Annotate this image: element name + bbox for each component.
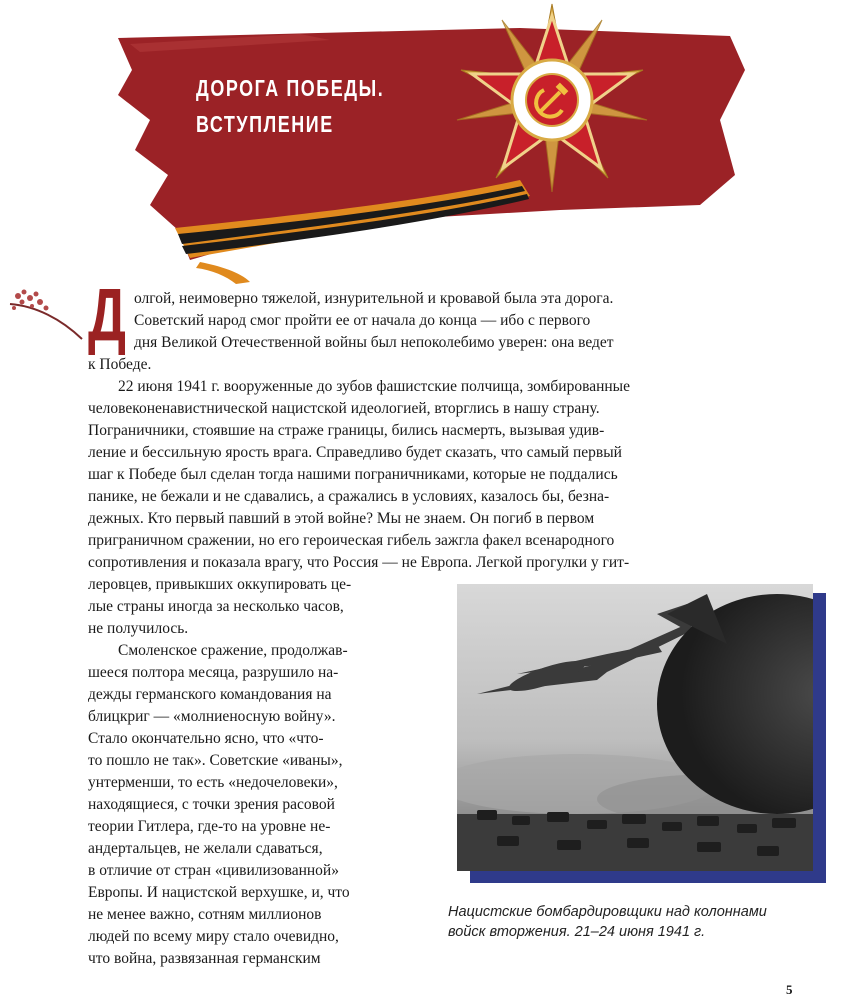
text-line: дня Великой Отечественной войны был непоколебимо уверен: она ведет bbox=[134, 334, 614, 351]
text-line: к Победе. bbox=[88, 356, 152, 373]
text-line: приграничном сражении, но его героическая гибель зажгла факел всенародного bbox=[88, 532, 615, 549]
text-line: не получилось. bbox=[88, 620, 189, 637]
text-line: теории Гитлера, где-то на уровне не- bbox=[88, 818, 331, 835]
drop-cap: Д bbox=[88, 273, 126, 356]
text-line: Стало окончательно ясно, что «что- bbox=[88, 730, 324, 747]
text-line: Смоленское сражение, продолжав- bbox=[118, 642, 348, 659]
text-line: человеконенавистнической нацистской идеологией, вторглись в нашу страну. bbox=[88, 400, 600, 417]
war-photo bbox=[457, 584, 813, 871]
twig-ornament-icon bbox=[6, 284, 86, 344]
text-line: шееся полтора месяца, разрушило на- bbox=[88, 664, 339, 681]
caption-line-2: войск вторжения. 21–24 июня 1941 г. bbox=[448, 924, 706, 940]
text-line: панике, не бежали и не сдавались, а сражались в условиях, казалось бы, безна- bbox=[88, 488, 610, 505]
bomber-photo-illustration bbox=[457, 584, 813, 871]
text-line: что война, развязанная германским bbox=[88, 950, 321, 967]
text-line: не менее важно, сотням миллионов bbox=[88, 906, 322, 923]
text-line: находящиеся, с точки зрения расовой bbox=[88, 796, 335, 813]
text-line: 22 июня 1941 г. вооруженные до зубов фашистские полчища, зомбированные bbox=[118, 378, 630, 395]
text-line: Пограничники, стоявшие на страже границы, бились насмерть, вызывая удив- bbox=[88, 422, 605, 439]
text-line: в отличие от стран «цивилизованной» bbox=[88, 862, 339, 879]
photo-caption bbox=[448, 902, 848, 942]
text-line: то пошло не так». Советские «иваны», bbox=[88, 752, 343, 769]
text-line: дежды германского командования на bbox=[88, 686, 332, 703]
text-line: лые страны иногда за несколько часов, bbox=[88, 598, 344, 615]
text-line: людей по всему миру стало очевидно, bbox=[88, 928, 339, 945]
text-line: ление и бессильную ярость врага. Справедливо будет сказать, что самый первый bbox=[88, 444, 622, 461]
banner-artwork bbox=[0, 0, 861, 290]
text-line: шаг к Победе был сделан тогда нашими пограничниками, которые не поддались bbox=[88, 466, 618, 483]
text-line: андертальцев, не желали сдаваться, bbox=[88, 840, 323, 857]
text-line: леровцев, привыкших оккупировать це- bbox=[88, 576, 352, 593]
text-line: сопротивления и показала врагу, что Россия — не Европа. Легкой прогулки у гит- bbox=[88, 554, 630, 571]
page-title-line-1: ДОРОГА ПОБЕДЫ. bbox=[196, 75, 385, 101]
page-number: 5 bbox=[786, 982, 793, 997]
text-line: дежных. Кто первый павший в этой войне? Мы не знаем. Он погиб в первом bbox=[88, 510, 595, 527]
page-title-line-2: ВСТУПЛЕНИЕ bbox=[196, 111, 334, 137]
text-line: Европы. И нацистской верхушке, и, что bbox=[88, 884, 350, 901]
text-line: унтерменши, то есть «недочеловеки», bbox=[88, 774, 338, 791]
text-line: олгой, неимоверно тяжелой, изнурительной и кровавой была эта дорога. bbox=[134, 290, 614, 307]
text-line: блицкриг — «молниеносную войну». bbox=[88, 708, 336, 725]
caption-line-1: Нацистские бомбардировщики над колоннами bbox=[448, 904, 767, 920]
header-banner bbox=[0, 0, 861, 290]
page-title bbox=[196, 70, 384, 142]
text-line: Советский народ смог пройти ее от начала до конца — ибо с первого bbox=[134, 312, 591, 329]
